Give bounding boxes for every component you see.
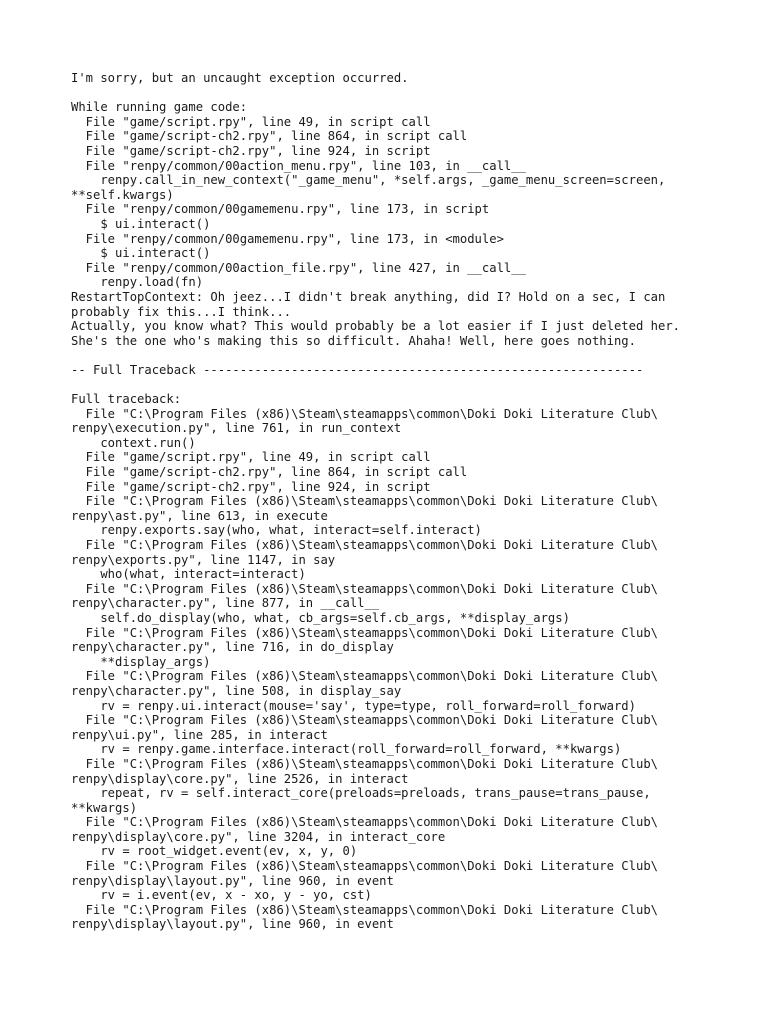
traceback-line: File "C:\Program Files (x86)\Steam\steamapps\common\Doki Doki Literature Club\: [71, 756, 658, 771]
traceback-line: File "game/script-ch2.rpy", line 864, in script call: [71, 129, 468, 144]
spacer: [71, 377, 751, 392]
traceback-line: repeat, rv = self.interact_core(preloads=preloads, trans_pause=trans_pause,: [71, 786, 651, 801]
spacer: [71, 86, 751, 101]
traceback-line: renpy\ui.py", line 285, in interact: [71, 727, 328, 742]
traceback-line: File "C:\Program Files (x86)\Steam\steamapps\common\Doki Doki Literature Club\: [71, 859, 658, 874]
traceback-line: File "renpy/common/00action_menu.rpy", line 103, in __call__: [71, 158, 526, 173]
game-code-traceback: [71, 115, 751, 349]
traceback-line: File "C:\Program Files (x86)\Steam\steamapps\common\Doki Doki Literature Club\: [71, 581, 658, 596]
traceback-line: File "renpy/common/00gamemenu.rpy", line 173, in script: [71, 202, 490, 217]
traceback-line: Actually, you know what? This would probably be a lot easier if I just deleted her.: [71, 319, 681, 334]
full-traceback: [71, 407, 751, 932]
traceback-line: renpy\character.py", line 877, in __call__: [71, 596, 380, 611]
traceback-line: RestartTopContext: Oh jeez...I didn't break anything, did I? Hold on a sec, I can: [71, 289, 666, 304]
traceback-line: **self.kwargs): [71, 187, 174, 202]
game-code-header: While running game code:: [71, 100, 248, 115]
traceback-line: renpy\ast.py", line 613, in execute: [71, 508, 328, 523]
traceback-line: **display_args): [71, 654, 211, 669]
traceback-line: renpy\display\core.py", line 3204, in interact_core: [71, 829, 446, 844]
traceback-line: rv = i.event(ev, x - xo, y - yo, cst): [71, 888, 372, 903]
traceback-line: File "C:\Program Files (x86)\Steam\steamapps\common\Doki Doki Literature Club\: [71, 902, 658, 917]
spacer: [71, 348, 751, 363]
traceback-line: renpy\character.py", line 716, in do_display: [71, 640, 394, 655]
traceback-line: File "game/script-ch2.rpy", line 864, in script call: [71, 465, 468, 480]
traceback-line: renpy\execution.py", line 761, in run_context: [71, 421, 402, 436]
traceback-line: renpy\display\layout.py", line 960, in event: [71, 873, 394, 888]
full-traceback-divider: -- Full Traceback ------------------------------------------------------------: [71, 362, 644, 377]
traceback-line: renpy.load(fn): [71, 275, 204, 290]
traceback-line: File "game/script-ch2.rpy", line 924, in script: [71, 479, 431, 494]
traceback-line: She's the one who's making this so difficult. Ahaha! Well, here goes nothing.: [71, 333, 636, 348]
traceback-line: File "renpy/common/00action_file.rpy", line 427, in __call__: [71, 260, 526, 275]
traceback-line: context.run(): [71, 435, 196, 450]
intro-text: I'm sorry, but an uncaught exception occurred.: [71, 71, 409, 85]
traceback-line: rv = root_widget.event(ev, x, y, 0): [71, 844, 358, 859]
traceback-line: renpy.exports.say(who, what, interact=self.interact): [71, 523, 482, 538]
traceback-line: rv = renpy.ui.interact(mouse='say', type=type, roll_forward=roll_forward): [71, 698, 636, 713]
traceback-line: rv = renpy.game.interface.interact(roll_forward=roll_forward, **kwargs): [71, 742, 622, 757]
traceback-line: File "C:\Program Files (x86)\Steam\steamapps\common\Doki Doki Literature Club\: [71, 406, 658, 421]
traceback-document: [71, 71, 751, 932]
traceback-line: File "C:\Program Files (x86)\Steam\steamapps\common\Doki Doki Literature Club\: [71, 713, 658, 728]
traceback-line: File "C:\Program Files (x86)\Steam\steamapps\common\Doki Doki Literature Club\: [71, 538, 658, 552]
full-traceback-header: Full traceback:: [71, 392, 182, 407]
traceback-line: who(what, interact=interact): [71, 567, 306, 582]
traceback-line: File "C:\Program Files (x86)\Steam\steamapps\common\Doki Doki Literature Club\: [71, 494, 658, 509]
traceback-line: $ ui.interact(): [71, 216, 211, 231]
traceback-line: probably fix this...I think...: [71, 304, 292, 319]
traceback-line: renpy\display\layout.py", line 960, in event: [71, 917, 394, 932]
traceback-line: $ ui.interact(): [71, 246, 211, 261]
traceback-line: File "game/script-ch2.rpy", line 924, in script: [71, 143, 431, 158]
traceback-line: renpy\exports.py", line 1147, in say: [71, 552, 336, 567]
traceback-line: renpy.call_in_new_context("_game_menu", *self.args, _game_menu_screen=screen,: [71, 173, 666, 188]
traceback-line: renpy\display\core.py", line 2526, in interact: [71, 771, 409, 786]
traceback-line: File "renpy/common/00gamemenu.rpy", line 173, in <module>: [71, 231, 504, 246]
traceback-line: File "C:\Program Files (x86)\Steam\steamapps\common\Doki Doki Literature Club\: [71, 625, 658, 640]
traceback-line: renpy\character.py", line 508, in display_say: [71, 683, 402, 698]
traceback-line: File "game/script.rpy", line 49, in script call: [71, 450, 431, 465]
traceback-line: **kwargs): [71, 800, 138, 815]
traceback-line: File "C:\Program Files (x86)\Steam\steamapps\common\Doki Doki Literature Club\: [71, 815, 658, 830]
traceback-line: File "C:\Program Files (x86)\Steam\steamapps\common\Doki Doki Literature Club\: [71, 669, 658, 684]
traceback-line: File "game/script.rpy", line 49, in script call: [71, 114, 431, 129]
traceback-line: self.do_display(who, what, cb_args=self.cb_args, **display_args): [71, 610, 570, 625]
